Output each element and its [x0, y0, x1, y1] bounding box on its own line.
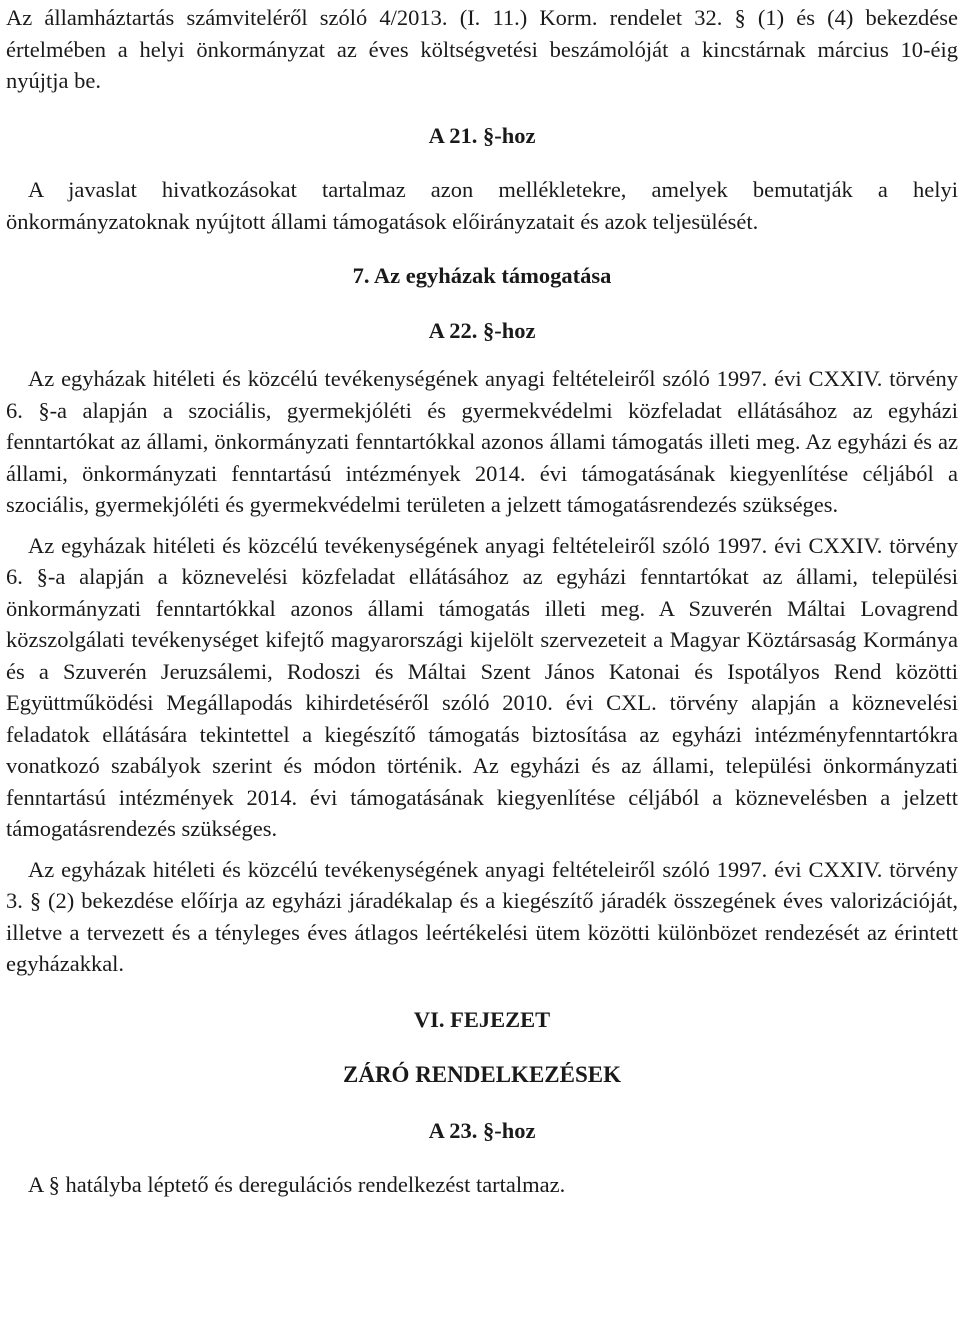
paragraph-szocialis-tamogatas: Az egyházak hitéleti és közcélú tevékenységének anyagi feltételeiről szóló 1997. évi CXXIV. törvény 6. §-a alapján a szociális, gyermekjóléti és gyermekvédelmi közfeladat ellátásához az egyházi fenntartókat az állami, önkormányzati fenntartókkal azonos állami támogatás illeti meg. Az egyházi és az állami, önkormányzati fenntartású intézmények 2014. évi támogatásának kiegyenlítése céljából a szociális, gyermekjóléti és gyermekvédelmi területen a jelzett támogatásrendezés szükséges. [6, 366, 958, 517]
chapter-number-heading: VI. FEJEZET [413, 1006, 551, 1032]
section-heading-23: A 23. §-hoz [428, 1118, 536, 1143]
paragraph-szamviteli-rendelet: Az államháztartás számviteléről szóló 4/2013. (I. 11.) Korm. rendelet 32. § (1) és (4) bekezdése értelmében a helyi önkormányzat az éves költségvetési beszámolóját a kincstárnak március 10-éig nyújtja be. [6, 5, 958, 93]
chapter-heading-egyhazak: 7. Az egyházak támogatása [352, 263, 612, 288]
paragraph-hatalyba-lepteto: A § hatályba léptető és deregulációs rendelkezést tartalmaz. [28, 1171, 566, 1197]
section-heading-21: A 21. §-hoz [428, 122, 536, 148]
paragraph-mellekletek: A javaslat hivatkozásokat tartalmaz azon mellékletekre, amelyek bemutatják a helyi önkormányzatoknak nyújtott állami támogatások előirányzatait és azok teljesülését. [6, 177, 958, 234]
chapter-title-heading: ZÁRÓ RENDELKEZÉSEK [343, 1062, 621, 1087]
paragraph-koznevelesi-tamogatas: Az egyházak hitéleti és közcélú tevékenységének anyagi feltételeiről szóló 1997. évi CXXIV. törvény 6. §-a alapján a köznevelési közfeladat ellátásához az egyházi fenntartókat az állami, települési önkormányzati fenntartókkal azonos állami támogatás illeti meg. A Szuverén Máltai Lovagrend közszolgálati tevékenységet kifejtő magyarországi kijelölt szervezeteit a Magyar Köztársaság Kormánya és a Szuverén Jeruzsálemi, Rodoszi és Máltai Szent János Katonai és Ispotályos Rend közötti Együttműködési Megállapodás kihirdetéséről szóló 2010. évi CXL. törvény alapján a köznevelési feladatok ellátására tekintettel a kiegészítő támogatás biztosítása az egyházi intézményfenntartókra vonatkozó szabályok szerint és módon történik. Az egyházi és az állami, települési önkormányzati fenntartású intézmények 2014. évi támogatásának kiegyenlítése céljából a köznevelésben a jelzett támogatásrendezés szükséges. [6, 532, 958, 841]
section-heading-22: A 22. §-hoz [428, 317, 536, 343]
document-page [6, 0, 958, 1200]
paragraph-jaradekalap: Az egyházak hitéleti és közcélú tevékenységének anyagi feltételeiről szóló 1997. évi CXXIV. törvény 3. § (2) bekezdése előírja az egyházi járadékalap és a kiegészítő járadék összegének éves valorizációját, illetve a tervezett és a tényleges éves átlagos leértékelési ütem közötti különbözet rendezését az érintett egyházakkal. [6, 856, 958, 976]
